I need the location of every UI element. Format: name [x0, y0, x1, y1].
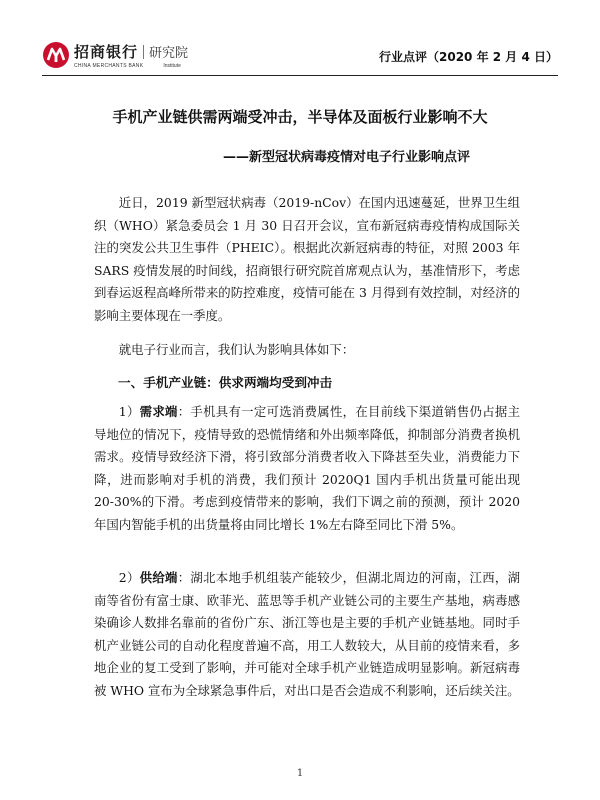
supply-number: 2） [118, 570, 140, 585]
cmb-logo [42, 40, 188, 70]
document-type-date: 行业点评（2020 年 2 月 4 日） [379, 50, 558, 64]
lead-in-paragraph: 就电子行业而言，我们认为影响具体如下： [118, 342, 355, 357]
logo-divider [143, 45, 144, 59]
logo-bank-name: 招商银行 [74, 43, 139, 61]
report-subtitle: ——新型冠状病毒疫情对电子行业影响点评 [222, 150, 470, 165]
demand-text: ：手机具有一定可选消费属性，在目前线下渠道销售仍占据主导地位的情况下，疫情导致的恐慌情绪和外出频率降低，抑制部分消费者换机需求。疫情导致经济下滑，将引致部分消费者收入下降甚至失业，消费能力下降，进而影响对手机的消费，我们预计 2020Q1 国内手机出货量可能出现 20-30%的下滑。考虑到疫情带来的影响，我们下调之前的预测，预计 2020 年国内智能手机的出货量将由同比增长 1%左右降至同比下滑 5%。 [94, 404, 520, 532]
header-rule [42, 75, 558, 76]
supply-label: 供给端 [139, 570, 178, 585]
logo-english-institute: Institute [163, 62, 181, 69]
demand-paragraph [94, 401, 520, 536]
cmb-logo-icon [42, 41, 70, 69]
supply-text: ：湖北本地手机组装产能较少，但湖北周边的河南，江西，湖南等省份有富士康、欧菲光、蓝思等手机产业链公司的主要生产基地，病毒感染确诊人数排名靠前的省份广东、浙江等也是主要的手机产业链基地。同时手机产业链公司的自动化程度普遍不高，用工人数较大，从目前的疫情来看，多地企业的复工受到了影响，并可能对全球手机产业链造成明显影响。新冠病毒被 WHO 宣布为全球紧急事件后，对出口是否会造成不利影响，还后续关注。 [94, 570, 520, 698]
demand-label: 需求端 [139, 404, 178, 419]
intro-paragraph: 近日，2019 新型冠状病毒（2019-nCov）在国内迅速蔓延，世界卫生组织（WHO）紧急委员会 1 月 30 日召开会议，宣布新冠病毒疫情构成国际关注的突发公共卫生事件（PHEIC）。根据此次新冠病毒的特征，对照 2003 年 SARS 疫情发展的时间线，招商银行研究院首席观点认为，基准情形下，考虑到春运返程高峰所带来的防控难度，疫情可能在 3 月得到有效控制，对经济的影响主要体现在一季度。 [94, 195, 520, 323]
logo-english-name: CHINA MERCHANTS BANK [74, 63, 144, 69]
section-heading-phone-chain: 一、手机产业链：供求两端均受到冲击 [118, 375, 333, 390]
page-number: 1 [296, 768, 304, 779]
demand-number: 1） [118, 404, 140, 419]
logo-institute: 研究院 [149, 46, 189, 61]
supply-paragraph [94, 567, 520, 702]
page-header [42, 40, 558, 70]
report-title: 手机产业链供需两端受冲击，半导体及面板行业影响不大 [112, 108, 488, 126]
